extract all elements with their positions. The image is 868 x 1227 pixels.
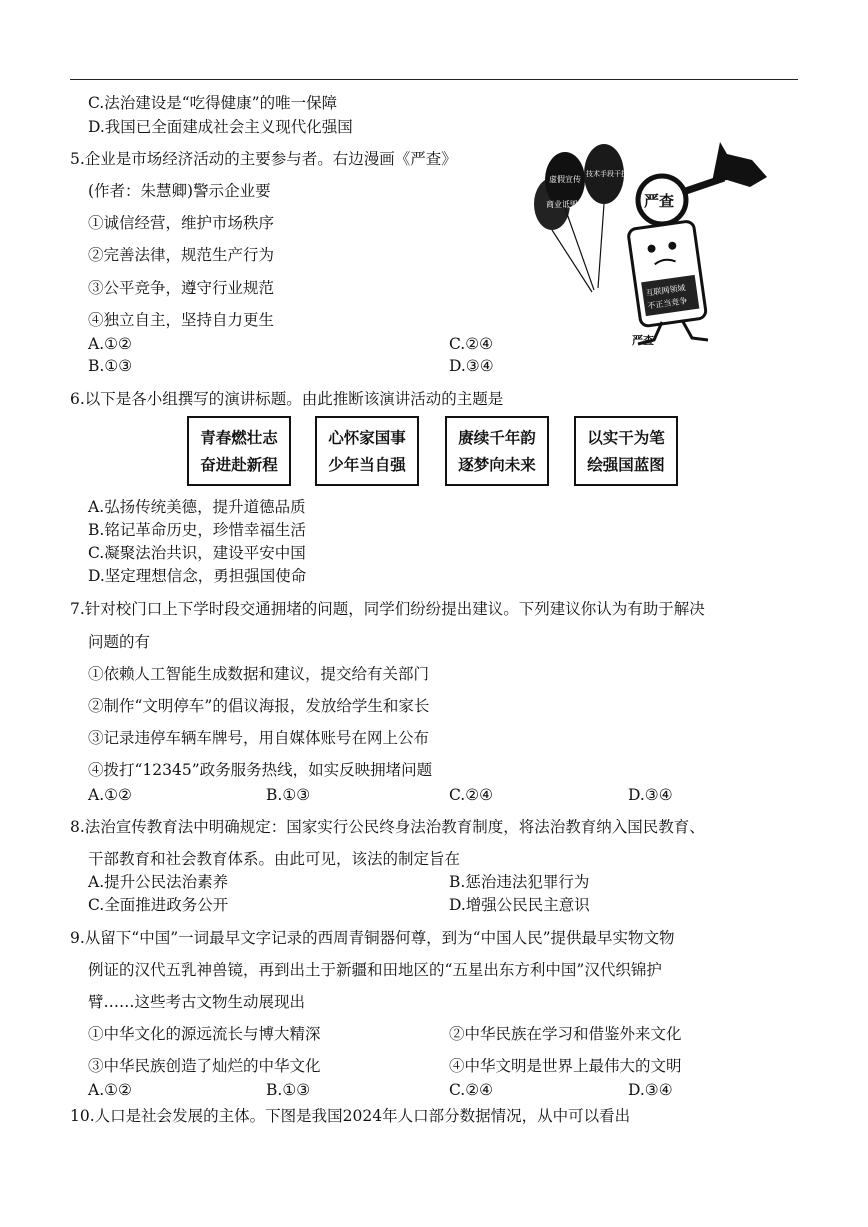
q8-stem-line2: 干部教育和社会教育体系。由此可见，该法的制定旨在 xyxy=(88,850,461,868)
q7-item-2: ②制作“文明停车”的倡议海报，发放给学生和家长 xyxy=(88,697,430,715)
phone-text-1: 互联网领域 xyxy=(645,283,686,298)
comic-illustration xyxy=(522,142,772,352)
q10-stem: 10.人口是社会发展的主体。下图是我国2024年人口部分数据情况，从中可以看出 xyxy=(70,1107,631,1125)
q9-item-3: ③中华民族创造了灿烂的中华文化 xyxy=(88,1057,321,1075)
q9-stem-line1: 9.从留下“中国”一词最早文字记录的西周青铜器何尊，到为“中国人民”提供最早实物文物 xyxy=(70,929,675,947)
q5-item-4: ④独立自主，坚持自力更生 xyxy=(88,311,275,329)
q5-option-c[interactable]: C.②④ xyxy=(449,335,494,353)
q4-option-d[interactable]: D.我国已全面建成社会主义现代化强国 xyxy=(88,118,353,136)
speech-title-box-1 xyxy=(187,416,291,486)
q6-option-c[interactable]: C.凝聚法治共识，建设平安中国 xyxy=(88,544,306,562)
q7-item-3: ③记录违停车辆车牌号，用自媒体账号在网上公布 xyxy=(88,729,430,747)
balloon-label-2: 技术手段干扰 xyxy=(586,170,628,178)
q8-option-b[interactable]: B.惩治违法犯罪行为 xyxy=(449,873,590,891)
balloon-label-1: 虚假宣传 xyxy=(549,175,581,184)
q5-item-1: ①诚信经营，维护市场秩序 xyxy=(88,214,275,232)
speech-title-1-line2: 奋进赴新程 xyxy=(200,456,278,474)
header-rule xyxy=(70,79,798,80)
q6-option-d[interactable]: D.坚定理想信念，勇担强国使命 xyxy=(88,567,307,585)
speech-title-box-2 xyxy=(315,416,419,486)
speech-title-box-4 xyxy=(574,416,678,486)
q6-option-b[interactable]: B.铭记革命历史，珍惜幸福生活 xyxy=(88,521,306,539)
q4-option-c[interactable]: C.法治建设是“吃得健康”的唯一保障 xyxy=(88,94,338,112)
q5-option-b[interactable]: B.①③ xyxy=(88,357,133,375)
q9-stem-line3: 臂……这些考古文物生动展现出 xyxy=(88,993,306,1011)
q5-option-a[interactable]: A.①② xyxy=(88,335,132,353)
q9-option-a[interactable]: A.①② xyxy=(88,1081,132,1099)
q7-option-a[interactable]: A.①② xyxy=(88,786,132,804)
magnifier-text: 严查 xyxy=(644,192,675,210)
q5-item-2: ②完善法律，规范生产行为 xyxy=(88,246,275,264)
q7-option-d[interactable]: D.③④ xyxy=(628,786,673,804)
q5-option-d[interactable]: D.③④ xyxy=(449,357,494,375)
q9-item-2: ②中华民族在学习和借鉴外来文化 xyxy=(449,1025,682,1043)
q7-stem-line2: 问题的有 xyxy=(88,633,151,651)
q5-stem-line2: (作者：朱慧卿)警示企业要 xyxy=(88,182,271,200)
speech-title-2-line2: 少年当自强 xyxy=(328,456,406,474)
q5-item-3: ③公平竞争，遵守行业规范 xyxy=(88,279,275,297)
q5-stem-line1: 5.企业是市场经济活动的主要参与者。右边漫画《严查》 xyxy=(70,150,457,168)
speech-title-3-line2: 逐梦向未来 xyxy=(458,456,536,474)
q9-option-d[interactable]: D.③④ xyxy=(628,1081,673,1099)
speech-title-2-line1: 心怀家国事 xyxy=(328,429,406,447)
speech-title-4-line1: 以实干为笔 xyxy=(587,429,665,447)
q9-item-4: ④中华文明是世界上最伟大的文明 xyxy=(449,1057,682,1075)
q8-option-a[interactable]: A.提升公民法治素养 xyxy=(88,873,229,891)
q6-option-a[interactable]: A.弘扬传统美德，提升道德品质 xyxy=(88,498,306,516)
q8-stem-line1: 8.法治宣传教育法中明确规定：国家实行公民终身法治教育制度，将法治教育纳入国民教育、 xyxy=(70,818,705,836)
q7-stem-line1: 7.针对校门口上下学时段交通拥堵的问题，同学们纷纷提出建议。下列建议你认为有助于解决 xyxy=(70,600,705,618)
speech-title-boxes xyxy=(187,416,687,488)
q7-option-b[interactable]: B.①③ xyxy=(266,786,311,804)
speech-title-box-3 xyxy=(445,416,549,486)
q8-option-c[interactable]: C.全面推进政务公开 xyxy=(88,896,229,914)
comic-caption: 严查 xyxy=(632,334,654,347)
balloon-label-3: 商业诋毁 xyxy=(546,200,578,209)
speech-title-4-line2: 绘强国蓝图 xyxy=(587,456,665,474)
q7-item-4: ④拨打“12345”政务服务热线，如实反映拥堵问题 xyxy=(88,761,433,779)
q9-option-c[interactable]: C.②④ xyxy=(449,1081,494,1099)
phone-character xyxy=(628,221,707,327)
q7-option-c[interactable]: C.②④ xyxy=(449,786,494,804)
speech-title-3-line1: 赓续千年韵 xyxy=(458,429,536,447)
phone-text-2: 不正当竞争 xyxy=(646,296,688,311)
speech-title-1-line1: 青春燃壮志 xyxy=(200,429,278,447)
q7-item-1: ①依赖人工智能生成数据和建议，提交给有关部门 xyxy=(88,665,430,683)
q9-item-1: ①中华文化的源远流长与博大精深 xyxy=(88,1025,321,1043)
q8-option-d[interactable]: D.增强公民民主意识 xyxy=(449,896,590,914)
q6-stem: 6.以下是各小组撰写的演讲标题。由此推断该演讲活动的主题是 xyxy=(70,390,504,408)
q9-option-b[interactable]: B.①③ xyxy=(266,1081,311,1099)
q9-stem-line2: 例证的汉代五乳神兽镜，再到出土于新疆和田地区的“五星出东方利中国”汉代织锦护 xyxy=(88,961,662,979)
